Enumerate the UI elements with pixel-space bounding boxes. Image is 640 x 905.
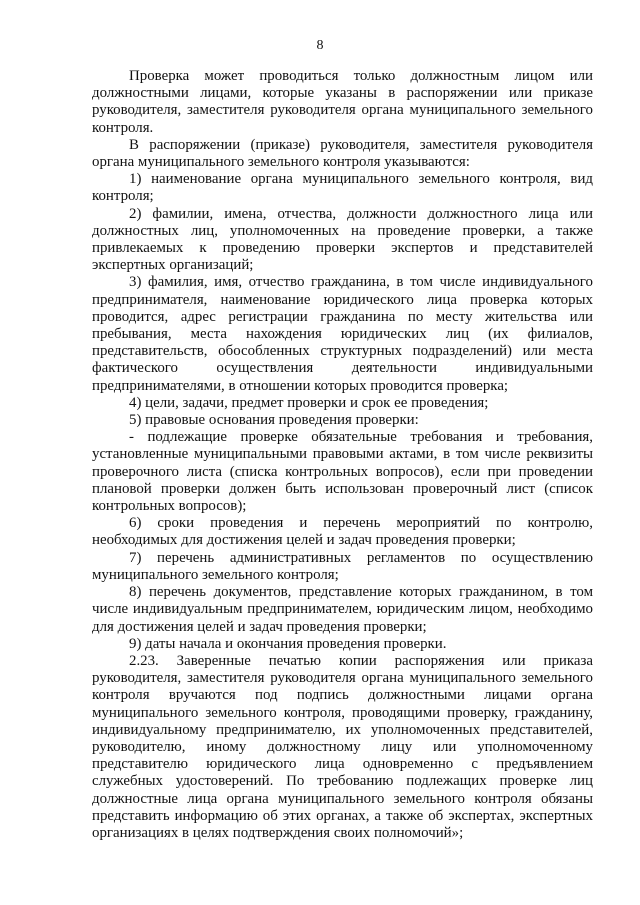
document-body [92,68,593,842]
list-item-2-officials: 2) фамилии, имена, отчества, должности должностного лица или должностных лиц, уполномоченных на проведение проверки, а также привлекаемых к проведению проверки экспертов и представителей экспертных организаций; [92,205,593,274]
list-item-5-legal-grounds: 5) правовые основания проведения проверки: [129,412,419,429]
list-item-4-goals: 4) цели, задачи, предмет проверки и срок ее проведения; [129,394,489,411]
paragraph-checker-persons: Проверка может проводиться только должностным лицом или должностными лицами, которые указаны в распоряжении или приказе руководителя, заместителя руководителя органа муниципального земельного контроля. [92,68,593,136]
paragraph-2-23-copies: 2.23. Заверенные печатью копии распоряжения или приказа руководителя, заместителя руководителя органа муниципального земельного контроля вручаются под подпись должностными лицами органа муниципального земельного контроля, проводящими проверку, гражданину, индивидуальному предпринимателю, их уполномоченных представителей, руководителю, иному должностному лицу или уполномоченному представителю юридического лица одновременно с предъявлением служебных удостоверений. По требованию подлежащих проверке лиц должностные лица органа муниципального земельного контроля обязаны представить информацию об этих органах, а также об экспертах, экспертных организациях в целях подтверждения своих полномочий»; [92,652,593,841]
list-item-8-documents: 8) перечень документов, представление которых гражданином, в том числе индивидуальным предпринимателем, юридическим лицом, необходимо для достижения целей и задач проведения проверки; [92,584,593,635]
list-item-7-regulations: 7) перечень административных регламентов по осуществлению муниципального земельного контроля; [92,549,593,583]
list-item-3-inspected-entity: 3) фамилия, имя, отчество гражданина, в том числе индивидуального предпринимателя, наименование юридического лица проверка которых проводится, адрес регистрации гражданина по месту жительства или пребывания, места нахождения юридических лиц (их филиалов, представительств, обособленных структурных подразделений) или места фактического осуществления деятельности индивидуальными предпринимателями, в отношении которых проводится проверка; [92,274,593,394]
paragraph-order-contents-intro: В распоряжении (приказе) руководителя, заместителя руководителя органа муниципального земельного контроля указываются: [92,136,593,171]
list-subitem-requirements: - подлежащие проверке обязательные требования и требования, установленные муниципальными правовыми актами, в том числе реквизиты проверочного листа (списка контрольных вопросов), если при проведении плановой проверки должен быть использован проверочный лист (список контрольных вопросов); [92,429,593,515]
page-number: 8 [316,38,324,53]
list-item-6-deadlines: 6) сроки проведения и перечень мероприятий по контролю, необходимых для достижения целей и задач проведения проверки; [92,515,593,549]
list-item-1-authority-name: 1) наименование органа муниципального земельного контроля, вид контроля; [92,171,593,205]
list-item-9-dates: 9) даты начала и окончания проведения проверки. [129,635,447,652]
